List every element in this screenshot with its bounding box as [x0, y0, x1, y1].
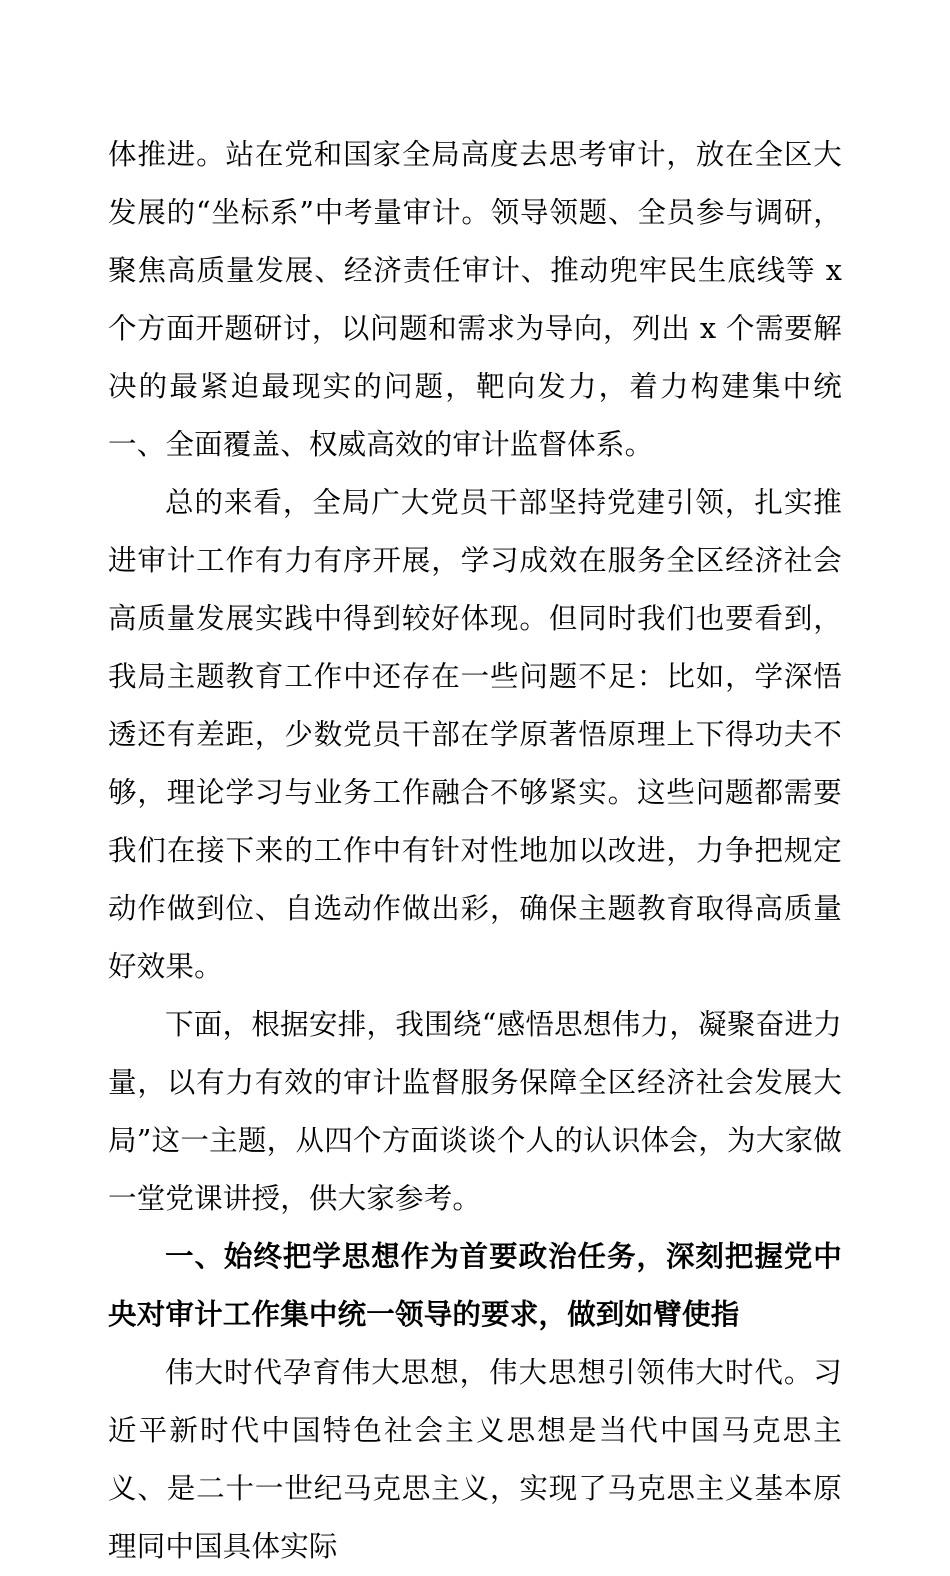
paragraph-2: 总的来看，全局广大党员干部坚持党建引领，扎实推进审计工作有力有序开展，学习成效在服务全区经济社会高质量发展实践中得到较好体现。但同时我们也要看到，我局主题教育工作中还存在一些问题不足：比如，学深悟透还有差距，少数党员干部在学原著悟原理上下得功夫不够，理论学习与业务工作融合不够紧实。这些问题都需要我们在接下来的工作中有针对性地加以改进，力争把规定动作做到位、自选动作做出彩，确保主题教育取得高质量好效果。 — [108, 486, 842, 983]
paragraph-4: 伟大时代孕育伟大思想，伟大思想引领伟大时代。习近平新时代中国特色社会主义思想是当代中国马克思主义、是二十一世纪马克思主义，实现了马克思主义基本原理同中国具体实际 — [108, 1356, 842, 1563]
document-body — [108, 126, 842, 1576]
paragraph-3: 下面，根据安排，我围绕“感悟思想伟力，凝聚奋进力量，以有力有效的审计监督服务保障全区经济社会发展大局”这一主题，从四个方面谈谈个人的认识体会，为大家做一堂党课讲授，供大家参考。 — [108, 1008, 842, 1215]
section-heading-1: 一、始终把学思想作为首要政治任务，深刻把握党中央对审计工作集中统一领导的要求，做到如臂使指 — [108, 1240, 842, 1331]
paragraph-1: 体推进。站在党和国家全局高度去思考审计，放在全区大发展的“坐标系”中考量审计。领导领题、全员参与调研，聚焦高质量发展、经济责任审计、推动兜牢民生底线等 x 个方面开题研讨，以问题和需求为导向，列出 x 个需要解决的最紧迫最现实的问题，靶向发力，着力构建集中统一、全面覆盖、权威高效的审计监督体系。 — [108, 138, 842, 461]
